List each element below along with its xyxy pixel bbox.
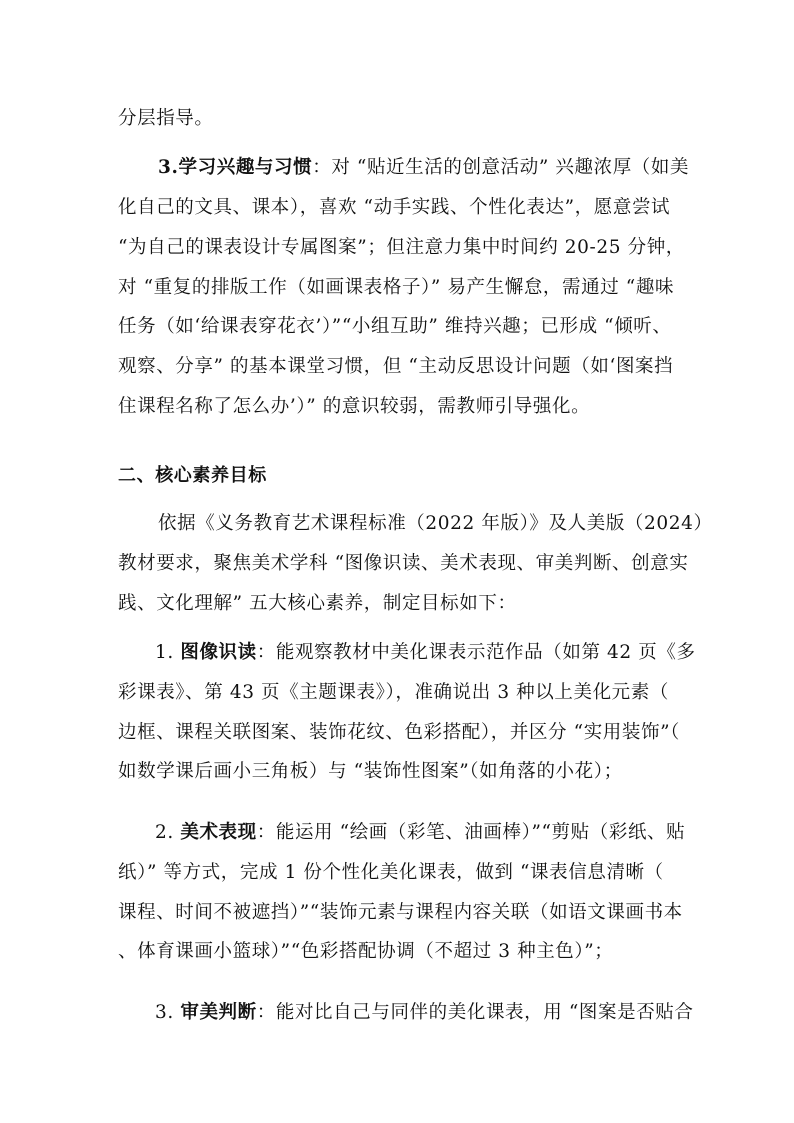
- goal-3-label: 审美判断: [180, 1002, 257, 1023]
- item-3-line-5: 任务（如‘给课表穿花衣’）”“小组互助” 维持兴趣；已形成 “倾听、: [118, 316, 672, 337]
- goal-1-label: 图像识读: [180, 642, 257, 663]
- goal-3-number: 3.: [155, 1002, 181, 1023]
- goal-2-line-1: [155, 821, 686, 845]
- item-3-line-4: 对 “重复的排版工作（如画课表格子）” 易产生懈怠，需通过 “趣味: [118, 277, 675, 298]
- intro-line-1: 依据《义务教育艺术课程标准（2022 年版）》及人美版（2024）: [158, 513, 713, 534]
- item-3-line-6: 观察、分享” 的基本课堂习惯，但 “主动反思设计问题（如‘图案挡: [118, 356, 674, 377]
- goal-2-line-2: 纸）” 等方式，完成 1 份个性化美化课表，做到 “课表信息清晰（: [118, 862, 664, 883]
- goal-2-line-3: 课程、时间不被遮挡）”“装饰元素与课程内容关联（如语文课画书本: [118, 902, 683, 923]
- item-3-label: 3.学习兴趣与习惯: [158, 157, 313, 178]
- goal-2-number: 2.: [155, 822, 181, 843]
- section-heading: 二、核心素养目标: [118, 465, 267, 486]
- item-3-line-1: [158, 156, 690, 180]
- item-3-text: ：对 “贴近生活的创意活动” 兴趣浓厚（如美: [312, 157, 690, 178]
- intro-line-2: 教材要求，聚焦美术学科 “图像识读、美术表现、审美判断、创意实: [118, 553, 689, 574]
- goal-3-text: ：能对比自己与同伴的美化课表，用 “图案是否贴合: [256, 1002, 694, 1023]
- goal-2-label: 美术表现: [180, 822, 257, 843]
- goal-1-number: 1.: [155, 642, 181, 663]
- item-3-line-7: 住课程名称了怎么办’）” 的意识较弱，需教师引导强化。: [118, 396, 591, 417]
- item-3-line-2: 化自己的文具、课本），喜欢 “动手实践、个性化表达”，愿意尝试: [118, 197, 671, 218]
- intro-line-3: 践、文化理解” 五大核心素养，制定目标如下：: [118, 593, 517, 614]
- paragraph-line: 分层指导。: [118, 108, 214, 129]
- item-3-line-3: “为自己的课表设计专属图案”；但注意力集中时间约 20-25 分钟，: [118, 237, 685, 258]
- goal-3-line-1: [155, 1001, 694, 1025]
- goal-1-line-1: [155, 641, 696, 665]
- goal-1-line-3: 边框、课程关联图案、装饰花纹、色彩搭配），并区分 “实用装饰”（: [118, 722, 680, 743]
- goal-2-line-4: 、体育课画小篮球）”“色彩搭配协调（不超过 3 种主色）”；: [118, 941, 614, 962]
- goal-2-text: ：能运用 “绘画（彩笔、油画棒）”“剪贴（彩纸、贴: [256, 822, 686, 843]
- goal-1-line-2: 彩课表》、第 43 页《主题课表》），准确说出 3 种以上美化元素（: [118, 682, 669, 703]
- goal-1-line-4: 如数学课后画小三角板）与 “装饰性图案”（如角落的小花）；: [118, 761, 623, 782]
- goal-1-text: ：能观察教材中美化课表示范作品（如第 42 页《多: [256, 642, 696, 663]
